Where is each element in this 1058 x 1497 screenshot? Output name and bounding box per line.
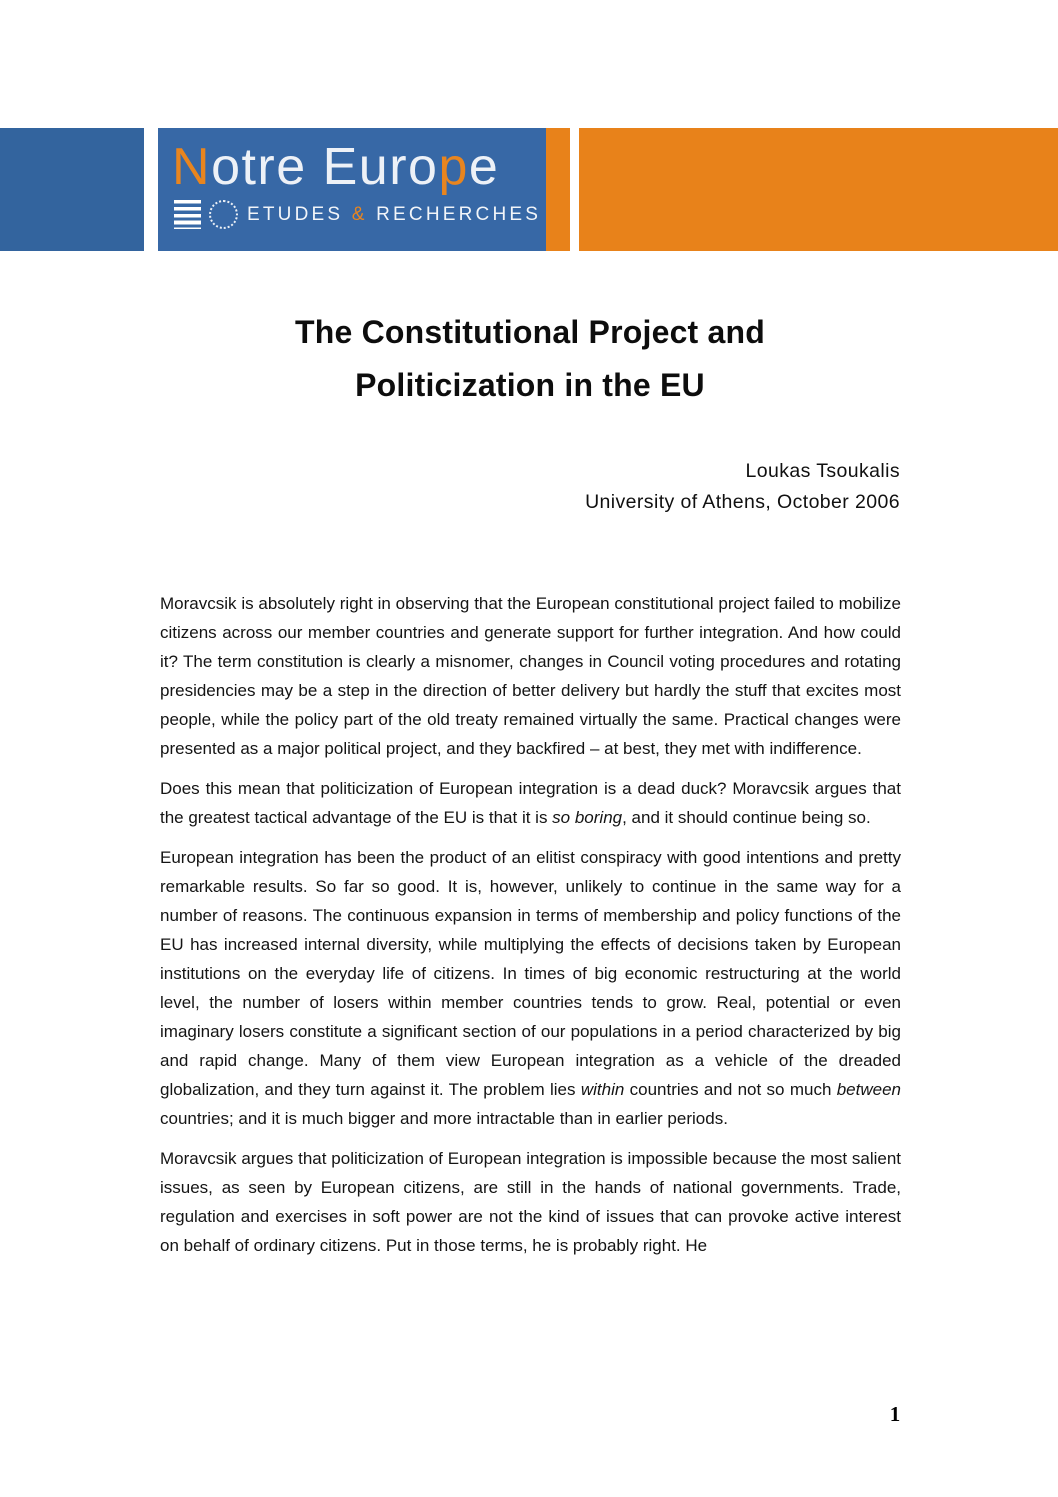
brand-letter-n: N [172,138,212,196]
subtitle-ampersand: & [351,203,368,225]
logo-subtitle-row [174,200,546,229]
document-lines-icon [174,200,201,229]
author-block [160,456,900,518]
eu-stars-circle-icon [209,200,238,229]
body-paragraph-1 [160,589,901,763]
body-paragraph-2 [160,774,901,832]
paragraph-text: countries; and it is much bigger and more intractable than in earlier periods. [160,1109,728,1128]
banner-left-blue-block [0,128,144,251]
brand-letter-e: e [468,138,500,196]
banner-orange-strip [546,128,570,251]
document-body [160,589,901,1271]
body-paragraph-3 [160,843,901,1133]
paragraph-text: countries and not so much [624,1080,837,1099]
banner-right-orange-block [579,128,1058,251]
paragraph-text: , and it should continue being so. [622,808,871,827]
etudes-recherches-label [247,204,541,226]
page-number: 1 [889,1402,901,1426]
paragraph-text: Does this mean that politicization of European integration is a dead duck? Moravcsik argues that the greatest tactical advantage of the EU is that it is [160,779,901,827]
document-title [160,306,900,412]
brand-text-mid: otre Euro [211,138,439,196]
italic-phrase: so boring [552,808,623,827]
title-line-1: The Constitutional Project and [294,314,765,350]
author-name: Loukas Tsoukalis [745,460,900,482]
notre-europe-logo [158,128,546,251]
brand-wordmark [172,136,546,198]
paragraph-text: Moravcsik argues that politicization of European integration is impossible because the most salient issues, as seen by European citizens, are still in the hands of national governments. Trade, regulation and exercises in soft power are not the kind of issues that can provoke active interest on behalf of ordinary citizens. Put in those terms, he is probably right. He [160,1149,901,1255]
paragraph-text: Moravcsik is absolutely right in observing that the European constitutional project failed to mobilize citizens across our member countries and generate support for further integration. And how could it? The term constitution is clearly a misnomer, changes in Council voting procedures and rotating presidencies may be a step in the direction of better delivery but hardly the stuff that excites most people, while the policy part of the old treaty remained virtually the same. Practical changes were presented as a major political project, and they backfired – at best, they met with indifference. [160,594,901,758]
body-paragraph-4 [160,1144,901,1260]
subtitle-recherches: RECHERCHES [367,203,542,225]
italic-phrase: between [836,1080,901,1099]
paragraph-text: European integration has been the product of an elitist conspiracy with good intentions and pretty remarkable results. So far so good. It is, however, unlikely to continue in the same way for a number of reasons. The continuous expansion in terms of membership and policy functions of the EU has increased internal diversity, while multiplying the effects of decisions taken by European institutions on the everyday life of citizens. In times of big economic restructuring at the world level, the number of losers within member countries tends to grow. Real, potential or even imaginary losers constitute a significant section of our populations in a period characterized by big and rapid change. Many of them view European integration as a vehicle of the dreaded globalization, and they turn against it. The problem lies [160,848,901,1099]
subtitle-etudes: ETUDES [247,203,352,225]
brand-letter-p: p [438,138,469,196]
italic-phrase: within [580,1080,625,1099]
author-affiliation: University of Athens, October 2006 [585,491,900,513]
title-line-2: Politicization in the EU [355,367,705,403]
